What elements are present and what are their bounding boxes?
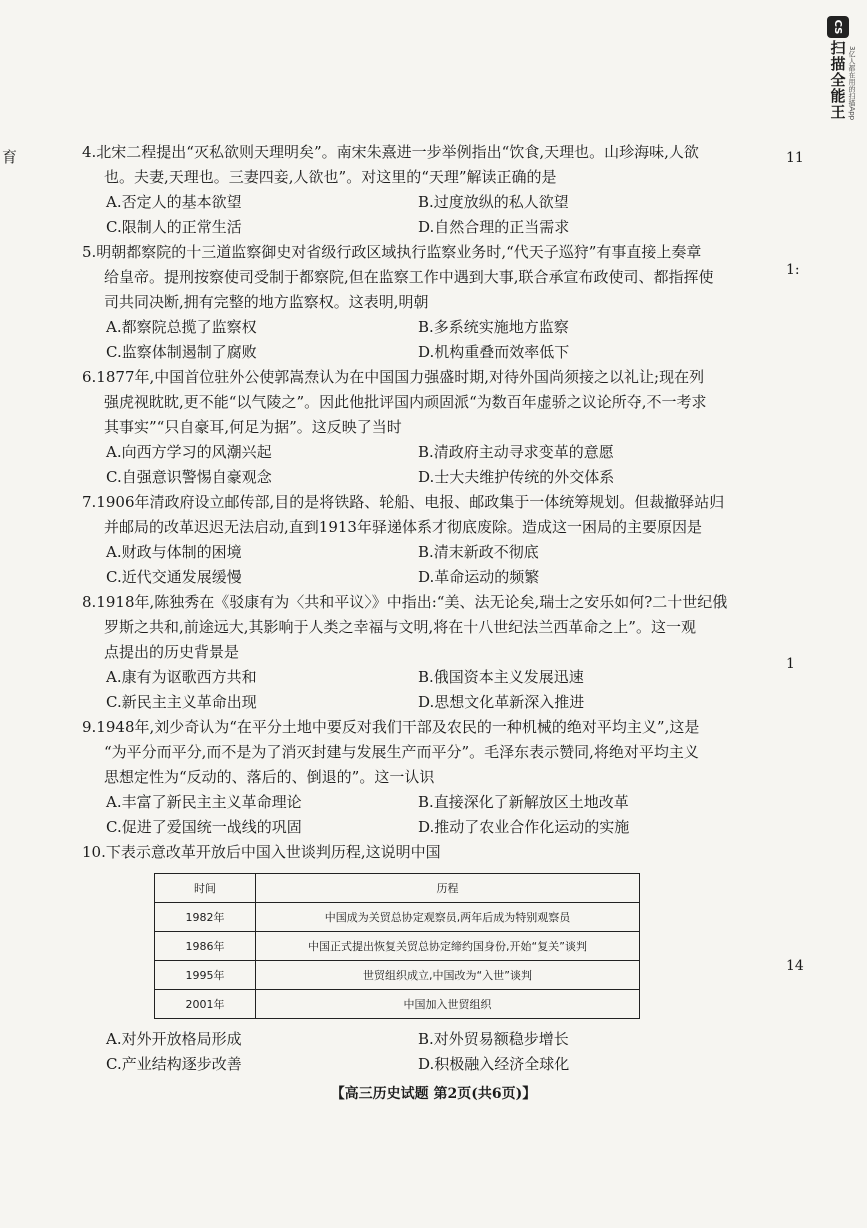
answer-option: C.近代交通发展缓慢 — [106, 568, 242, 586]
answer-option: A.丰富了新民主主义革命理论 — [106, 793, 302, 811]
question-q6 — [82, 365, 732, 490]
question-stem: 4.北宋二程提出“灭私欲则天理明矣”。南宋朱熹进一步举例指出“饮食,天理也。山珍海味,人欲 — [82, 143, 699, 161]
answer-options — [82, 440, 732, 490]
question-q10 — [82, 840, 732, 1077]
question-q8 — [82, 590, 732, 715]
answer-option: D.自然合理的正当需求 — [418, 218, 570, 236]
table-cell-year: 1982年 — [155, 903, 256, 932]
answer-option: A.否定人的基本欲望 — [106, 193, 242, 211]
answer-option: B.清末新政不彻底 — [418, 543, 539, 561]
answer-option: C.自强意识警惕自豪观念 — [106, 468, 272, 486]
answer-options — [82, 540, 732, 590]
answer-option: C.促进了爱国统一战线的巩固 — [106, 818, 302, 836]
answer-option: D.机构重叠而效率低下 — [418, 343, 570, 361]
answer-option: A.财政与体制的困境 — [106, 543, 242, 561]
question-stem: 5.明朝都察院的十三道监察御史对省级行政区域执行监察业务时,“代天子巡狩”有事直接上奏章 — [82, 243, 702, 261]
question-stem-continued: 并邮局的改革迟迟无法启动,直到1913年驿递体系才彻底废除。造成这一困局的主要原因是 — [104, 518, 702, 536]
camscanner-watermark — [815, 16, 861, 128]
question-q4 — [82, 140, 732, 240]
question-stem-continued: 司共同决断,拥有完整的地方监察权。这表明,明朝 — [104, 293, 429, 311]
table-row — [155, 961, 640, 990]
page-footer: 【高三历史试题 第2页(共6页)】 — [330, 1086, 537, 1102]
table-header: 时间 — [155, 874, 256, 903]
answer-option: B.清政府主动寻求变革的意愿 — [418, 443, 614, 461]
watermark-subtitle: 3亿人都在用的扫描App — [848, 46, 856, 121]
question-stem-continued: 思想定性为“反动的、落后的、倒退的”。这一认识 — [104, 768, 435, 786]
answer-option: B.对外贸易额稳步增长 — [418, 1030, 569, 1048]
right-margin-number: 1 — [786, 656, 795, 672]
question-stem: 6.1877年,中国首位驻外公使郭嵩焘认为在中国国力强盛时期,对待外国尚须接之以礼让;现在列 — [82, 368, 705, 386]
question-stem: 8.1918年,陈独秀在《驳康有为〈共和平议〉》中指出:“美、法无论矣,瑞士之安乐如何?二十世纪俄 — [82, 593, 728, 611]
right-margin-number: 1: — [786, 262, 800, 278]
question-stem: 9.1948年,刘少奇认为“在平分土地中要反对我们干部及农民的一种机械的绝对平均主义”,这是 — [82, 718, 700, 736]
right-margin-number: 14 — [786, 958, 804, 974]
answer-option: C.产业结构逐步改善 — [106, 1055, 242, 1073]
question-stem-continued: 其事实”“只自豪耳,何足为据”。这反映了当时 — [104, 418, 402, 436]
left-margin-fragment: 育 — [2, 148, 18, 166]
answer-options — [82, 1027, 732, 1077]
camscanner-logo-icon: CS — [827, 16, 849, 38]
answer-option: D.思想文化革新深入推进 — [418, 693, 585, 711]
answer-option: A.都察院总揽了监察权 — [106, 318, 257, 336]
answer-options — [82, 665, 732, 715]
question-q9 — [82, 715, 732, 840]
table-row — [155, 932, 640, 961]
question-q5 — [82, 240, 732, 365]
watermark-name: 扫描全能王 — [828, 40, 847, 120]
answer-options — [82, 190, 732, 240]
right-margin-number: 11 — [786, 150, 804, 166]
table-cell-year: 1986年 — [155, 932, 256, 961]
answer-option: D.革命运动的频繁 — [418, 568, 540, 586]
history-table — [154, 873, 640, 1019]
answer-option: B.直接深化了新解放区土地改革 — [418, 793, 629, 811]
answer-option: A.对外开放格局形成 — [106, 1030, 242, 1048]
table-cell-year: 1995年 — [155, 961, 256, 990]
answer-option: A.康有为讴歌西方共和 — [106, 668, 257, 686]
answer-option: C.新民主主义革命出现 — [106, 693, 257, 711]
answer-option: A.向西方学习的风潮兴起 — [106, 443, 272, 461]
question-stem: 10.下表示意改革开放后中国入世谈判历程,这说明中国 — [82, 843, 441, 861]
question-list — [82, 140, 732, 1077]
table-cell-event: 中国成为关贸总协定观察员,两年后成为特别观察员 — [256, 903, 640, 932]
table-cell-year: 2001年 — [155, 990, 256, 1019]
table-header: 历程 — [256, 874, 640, 903]
question-stem-continued: “为平分而平分,而不是为了消灭封建与发展生产而平分”。毛泽东表示赞同,将绝对平均主义 — [104, 743, 699, 761]
answer-options — [82, 315, 732, 365]
question-stem-continued: 也。夫妻,天理也。三妻四妾,人欲也”。对这里的“天理”解读正确的是 — [104, 168, 557, 186]
answer-option: B.过度放纵的私人欲望 — [418, 193, 569, 211]
table-row — [155, 903, 640, 932]
question-stem-continued: 点提出的历史背景是 — [104, 643, 240, 661]
answer-option: D.士大夫维护传统的外交体系 — [418, 468, 615, 486]
answer-options — [82, 790, 732, 840]
question-stem-continued: 给皇帝。提刑按察使司受制于都察院,但在监察工作中遇到大事,联合承宣布政使司、都指挥使 — [104, 268, 714, 286]
question-q7 — [82, 490, 732, 590]
question-stem: 7.1906年清政府设立邮传部,目的是将铁路、轮船、电报、邮政集于一体统筹规划。但裁撤驿站归 — [82, 493, 725, 511]
question-stem-continued: 强虎视眈眈,更不能“以气陵之”。因此他批评国内顽固派“为数百年虚骄之议论所夺,不一考求 — [104, 393, 707, 411]
answer-option: B.俄国资本主义发展迅速 — [418, 668, 584, 686]
table-cell-event: 中国正式提出恢复关贸总协定缔约国身份,开始“复关”谈判 — [256, 932, 640, 961]
answer-option: B.多系统实施地方监察 — [418, 318, 569, 336]
answer-option: D.积极融入经济全球化 — [418, 1055, 570, 1073]
table-cell-event: 世贸组织成立,中国改为“入世”谈判 — [256, 961, 640, 990]
answer-option: C.限制人的正常生活 — [106, 218, 242, 236]
answer-option: D.推动了农业合作化运动的实施 — [418, 818, 630, 836]
table-cell-event: 中国加入世贸组织 — [256, 990, 640, 1019]
answer-option: C.监察体制遏制了腐败 — [106, 343, 257, 361]
question-stem-continued: 罗斯之共和,前途远大,其影响于人类之幸福与文明,将在十八世纪法兰西革命之上”。这一观 — [104, 618, 696, 636]
table-row — [155, 990, 640, 1019]
